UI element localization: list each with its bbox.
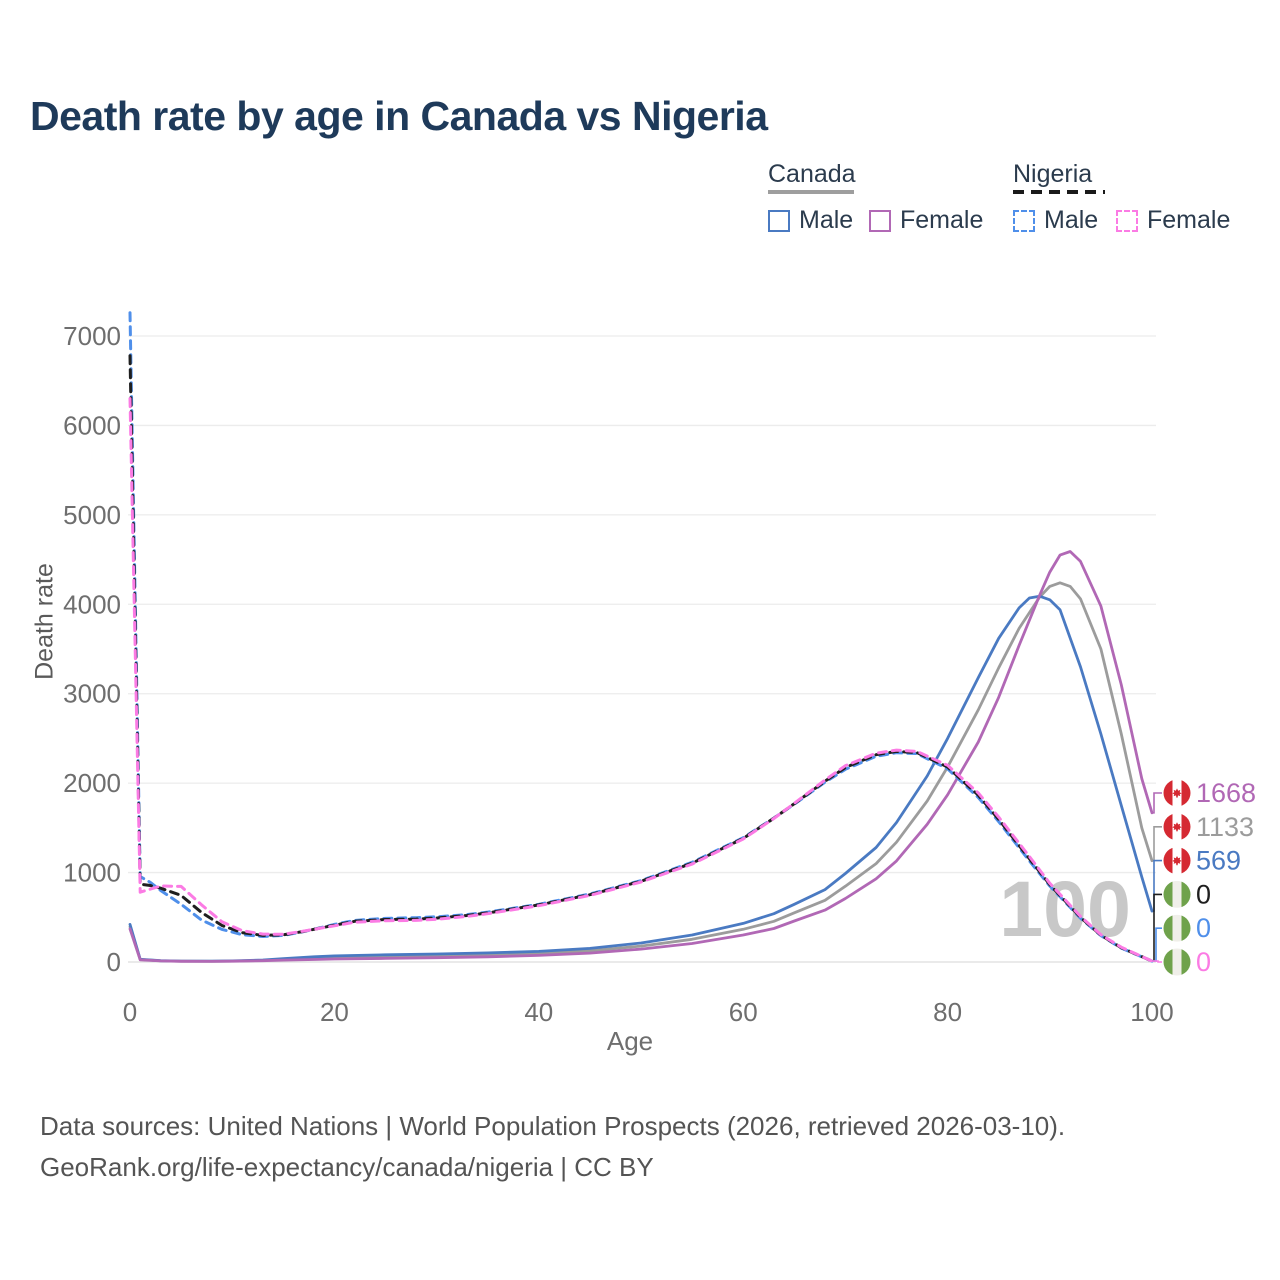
legend-label: Female xyxy=(1147,206,1231,234)
y-tick-label: 0 xyxy=(106,947,121,977)
data-sources-line: Data sources: United Nations | World Population Prospects (2026, retrieved 2026-03-10). xyxy=(40,1111,1066,1141)
legend-item-nigeria-female[interactable] xyxy=(1116,206,1230,235)
x-tick-label: 20 xyxy=(319,997,349,1027)
nigeria-female-swatch-icon xyxy=(1116,210,1138,232)
legend-item-canada-male[interactable] xyxy=(768,206,853,235)
legend-item-canada-female[interactable] xyxy=(869,206,983,235)
x-tick-label: 0 xyxy=(122,997,138,1027)
y-tick-label: 1000 xyxy=(63,857,121,888)
end-label-connector xyxy=(1152,827,1162,861)
canada-flag-icon xyxy=(1164,813,1191,840)
end-label-value: 1668 xyxy=(1196,778,1257,808)
x-tick-label: 80 xyxy=(933,997,963,1027)
legend-nigeria-underline xyxy=(1013,190,1105,194)
end-label-connector xyxy=(1152,793,1162,813)
y-tick-label: 3000 xyxy=(63,678,121,709)
end-label-value: 0 xyxy=(1196,879,1212,910)
attribution-line: GeoRank.org/life-expectancy/canada/nigeria | CC BY xyxy=(40,1152,654,1183)
y-tick-label: 7000 xyxy=(63,321,121,351)
canada-male-swatch-icon xyxy=(768,210,790,232)
y-tick-label: 4000 xyxy=(63,589,121,620)
legend-group-canada: Canada xyxy=(768,160,856,188)
nigeria-flag-icon xyxy=(1164,881,1191,908)
line-nigeria-both xyxy=(130,356,1152,961)
y-tick-label: 2000 xyxy=(63,768,121,799)
y-axis-title: Death rate xyxy=(30,563,59,680)
end-label-value: 0 xyxy=(1196,947,1212,977)
nigeria-male-swatch-icon xyxy=(1013,210,1035,232)
end-label-value: 569 xyxy=(1196,845,1242,876)
y-tick-label: 6000 xyxy=(63,410,121,441)
line-nigeria-female xyxy=(130,399,1152,962)
canada-flag-icon xyxy=(1164,847,1191,874)
chart-title: Death rate by age in Canada vs Nigeria xyxy=(30,93,768,139)
legend-label: Female xyxy=(900,206,984,234)
end-label-value: 0 xyxy=(1196,913,1212,944)
end-label-connector xyxy=(1152,961,1162,962)
legend-label: Male xyxy=(799,206,854,234)
legend-item-nigeria-male[interactable] xyxy=(1013,206,1098,235)
nigeria-flag-icon xyxy=(1164,915,1191,942)
x-axis-title: Age xyxy=(606,1026,654,1056)
nigeria-flag-icon xyxy=(1164,949,1191,976)
canada-female-swatch-icon xyxy=(869,210,891,232)
line-canada-female xyxy=(130,552,1152,962)
x-tick-label: 60 xyxy=(728,997,758,1027)
canada-flag-icon xyxy=(1164,780,1191,807)
x-tick-label: 40 xyxy=(524,997,554,1027)
age-watermark: 100 xyxy=(999,864,1131,953)
legend-group-nigeria: Nigeria xyxy=(1013,160,1093,188)
legend-canada-underline xyxy=(768,190,854,194)
x-tick-label: 100 xyxy=(1130,997,1174,1027)
line-canada-male xyxy=(130,596,1152,961)
legend-label: Male xyxy=(1044,206,1099,234)
end-label-value: 1133 xyxy=(1196,811,1255,842)
y-tick-label: 5000 xyxy=(63,499,121,530)
